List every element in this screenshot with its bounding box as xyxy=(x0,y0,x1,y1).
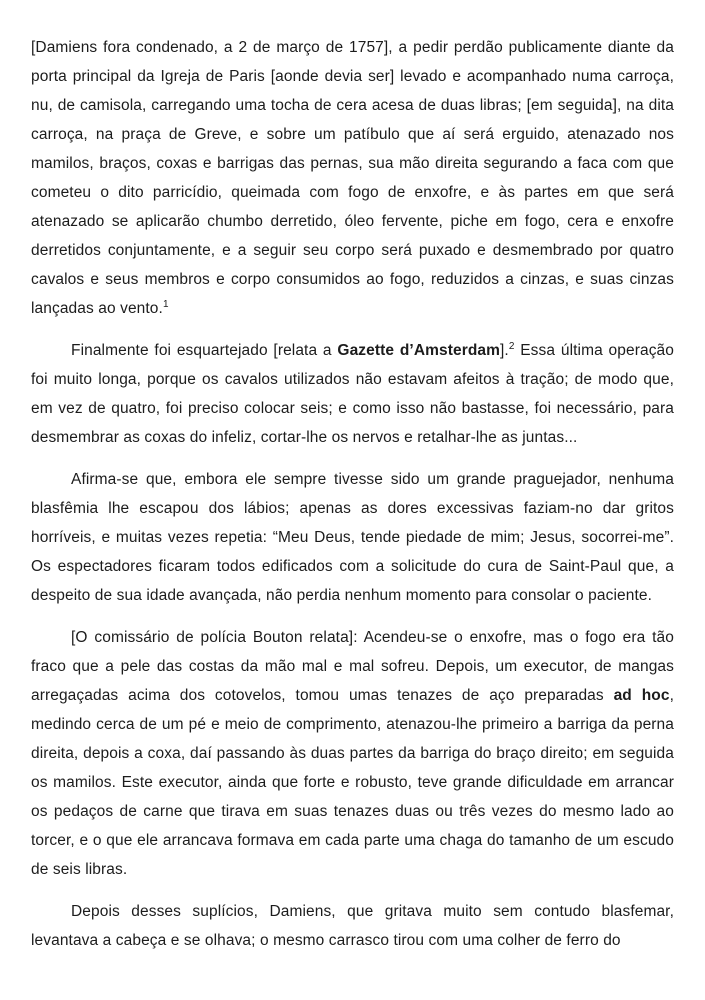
text-run: , medindo cerca de um pé e meio de comprimento, atenazou-lhe primeiro a barriga da perna direita, depois a coxa, daí passando às duas partes da barriga do braço direito; em seguida os mamilos. Este executor, ainda que forte e robusto, teve grande dificuldade em arrancar os pedaços de carne que tirava em suas tenazes duas ou três vezes do mesmo lado ao torcer, e o que ele arrancava formava em cada parte uma chaga do tamanho de um escudo de seis libras. xyxy=(31,687,674,878)
paragraph xyxy=(31,465,674,610)
text-run: Essa última operação foi muito longa, porque os cavalos utilizados não estavam afeitos à tração; de modo que, em vez de quatro, foi preciso colocar seis; e como isso não bastasse, foi necessário, para desmembrar as coxas do infeliz, cortar-lhe os nervos e retalhar-lhe as juntas... xyxy=(31,342,674,446)
text-run: Depois desses suplícios, Damiens, que gritava muito sem contudo blasfemar, levantava a cabeça e se olhava; o mesmo carrasco tirou com uma colher de ferro do xyxy=(31,903,674,949)
text-run: [Damiens fora condenado, a 2 de março de 1757], a pedir perdão publicamente diante da porta principal da Igreja de Paris [aonde devia ser] levado e acompanhado numa carroça, nu, de camisola, carregando uma tocha de cera acesa de duas libras; [em seguida], na dita carroça, na praça de Greve, e sobre um patíbulo que aí será erguido, atenazado nos mamilos, braços, coxas e barrigas das pernas, sua mão direita segurando a faca com que cometeu o dito parricídio, queimada com fogo de enxofre, e às partes em que será atenazado se aplicarão chumbo derretido, óleo fervente, piche em fogo, cera e enxofre derretidos conjuntamente, e a seguir seu corpo será puxado e desmembrado por quatro cavalos e seus membros e corpo consumidos ao fogo, reduzidos a cinzas, e suas cinzas lançadas ao vento. xyxy=(31,39,674,317)
paragraph xyxy=(31,336,674,452)
paragraph xyxy=(31,897,674,955)
text-run: Finalmente foi esquartejado [relata a xyxy=(71,342,338,359)
bold-text: ad hoc xyxy=(613,687,670,704)
document-body xyxy=(31,33,674,955)
text-run: Afirma-se que, embora ele sempre tivesse sido um grande praguejador, nenhuma blasfêmia lhe escapou dos lábios; apenas as dores excessivas faziam-no dar gritos horríveis, e muitas vezes repetia: “Meu Deus, tende piedade de mim; Jesus, socorrei-me”. Os espectadores ficaram todos edificados com a solicitude do cura de Saint-Paul que, a despeito de sua idade avançada, não perdia nenhum momento para consolar o paciente. xyxy=(31,471,674,604)
footnote-marker: 2 xyxy=(508,340,515,352)
paragraph xyxy=(31,623,674,884)
bold-text: Gazette d’Amsterdam xyxy=(337,342,500,359)
text-run: ]. xyxy=(500,342,509,359)
paragraph xyxy=(31,33,674,323)
text-run: [O comissário de polícia Bouton relata]: Acendeu-se o enxofre, mas o fogo era tão fraco que a pele das costas da mão mal e mal sofreu. Depois, um executor, de mangas arregaçadas acima dos cotovelos, tomou umas tenazes de aço preparadas xyxy=(31,629,674,704)
footnote-marker: 1 xyxy=(162,298,169,310)
